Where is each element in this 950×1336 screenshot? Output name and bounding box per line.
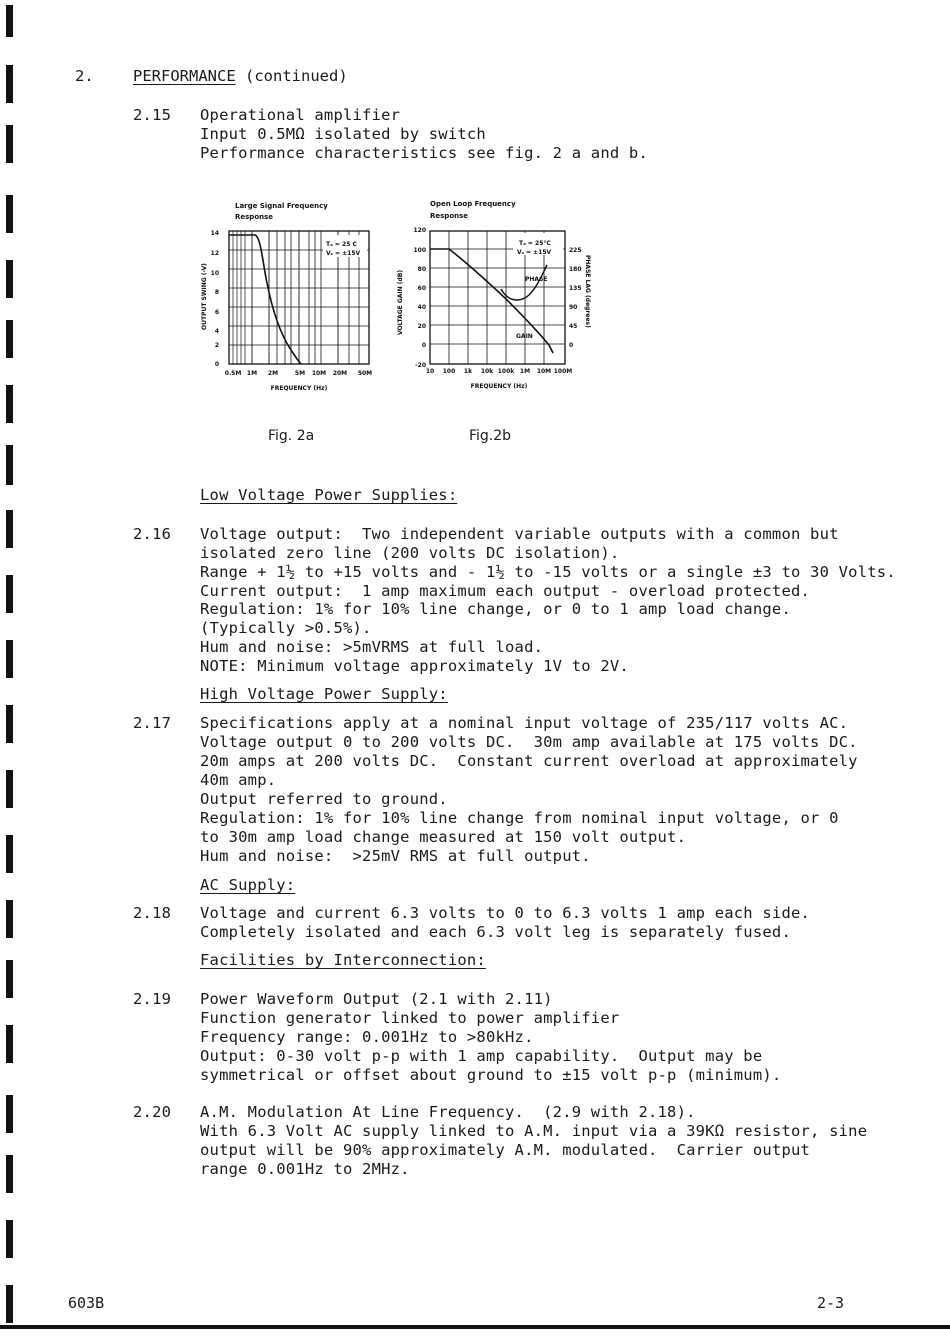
item-line: Input 0.5MΩ isolated by switch [200, 125, 486, 143]
item-line: to 30m amp load change measured at 150 volt output. [200, 828, 687, 846]
fig-b-title-1: Open Loop Frequency [430, 200, 516, 208]
xtick: 1M [519, 368, 531, 375]
binding-mark [6, 835, 13, 873]
section-number: 2. [75, 67, 94, 85]
fig-a-xlabel: FREQUENCY (Hz) [270, 385, 328, 392]
fig-a-yticks [211, 230, 219, 368]
item-line: Frequency range: 0.001Hz to >80kHz. [200, 1028, 534, 1046]
ytick: 8 [214, 289, 219, 296]
ytick: 100 [413, 247, 426, 254]
section-title [133, 67, 348, 86]
footer-model: 603B [68, 1294, 105, 1312]
fig-a-cond-2: Vₛ = ±15V [326, 250, 361, 257]
ytick: 60 [417, 285, 426, 292]
ytick: 2 [214, 342, 219, 349]
fig-b-gain-curve [430, 249, 553, 353]
fig-a-title-2: Response [235, 213, 274, 221]
fig-b-xlabel: FREQUENCY (Hz) [470, 383, 528, 390]
xtick: 0.5M [224, 370, 242, 377]
xtick: 1M [246, 370, 258, 377]
item-line: range 0.001Hz to 2MHz. [200, 1160, 410, 1178]
item-line: 20m amps at 200 volts DC. Constant current overload at approximately [200, 752, 858, 770]
item-line: Regulation: 1% for 10% line change, or 0 to 1 amp load change. [200, 600, 791, 618]
item-number: 2.19 [133, 990, 172, 1008]
binding-mark [6, 125, 13, 163]
binding-mark [6, 900, 13, 938]
binding-mark [6, 385, 13, 423]
ytick-right: 135 [569, 285, 582, 292]
figure-2b [393, 195, 613, 395]
ytick-right: 90 [569, 304, 578, 311]
item-line: NOTE: Minimum voltage approximately 1V to 2V. [200, 657, 629, 675]
item-line: A.M. Modulation At Line Frequency. (2.9 with 2.18). [200, 1103, 696, 1121]
binding-mark [6, 960, 13, 998]
fig-b-title-2: Response [430, 212, 469, 220]
ytick: 10 [210, 270, 219, 277]
fig-a-title-1: Large Signal Frequency [235, 202, 328, 210]
item-line: Output referred to ground. [200, 790, 448, 808]
ytick: -20 [415, 362, 426, 369]
binding-mark [6, 770, 13, 808]
binding-mark [6, 705, 13, 743]
fig-b-phase-label: PHASE [525, 276, 548, 283]
xtick: 2M [267, 370, 279, 377]
item-line: 40m amp. [200, 771, 277, 789]
item-line: With 6.3 Volt AC supply linked to A.M. input via a 39KΩ resistor, sine [200, 1122, 868, 1140]
fig-b-ylabel: VOLTAGE GAIN (dB) [397, 269, 404, 335]
item-line: Voltage output: Two independent variable outputs with a common but [200, 525, 839, 543]
xtick: 100k [497, 368, 515, 375]
xtick: 100 [442, 368, 456, 375]
item-line: Function generator linked to power amplifier [200, 1009, 620, 1027]
xtick: 100M [553, 368, 573, 375]
ytick-right: 45 [569, 323, 578, 330]
ytick: 20 [417, 323, 426, 330]
xtick: 1k [463, 368, 473, 375]
ytick: 120 [413, 227, 426, 234]
fig-b-ylabel-right: PHASE LAG (degrees) [584, 255, 591, 328]
binding-mark [6, 1285, 13, 1323]
page-bottom-rule [0, 1325, 950, 1329]
heading-low-voltage: Low Voltage Power Supplies: [200, 486, 458, 504]
item-number: 2.20 [133, 1103, 172, 1121]
fig-a-xticks [225, 370, 372, 377]
binding-mark [6, 575, 13, 613]
item-line: symmetrical or offset about ground to ±15 volt p-p (minimum). [200, 1066, 782, 1084]
xtick: 20M [332, 370, 348, 377]
section-title-text: PERFORMANCE [133, 67, 236, 85]
ytick: 14 [210, 230, 219, 237]
ytick: 40 [417, 304, 426, 311]
binding-mark [6, 445, 13, 485]
item-line: (Typically >0.5%). [200, 619, 372, 637]
xtick: 10M [536, 368, 552, 375]
ytick: 4 [214, 328, 219, 335]
xtick: 50M [357, 370, 373, 377]
fig-b-caption: Fig.2b [469, 428, 512, 444]
xtick: 10M [311, 370, 327, 377]
figure-2a [195, 195, 385, 395]
heading-facilities: Facilities by Interconnection: [200, 951, 486, 969]
item-number: 2.15 [133, 106, 172, 124]
binding-mark [6, 1025, 13, 1063]
item-line: Specifications apply at a nominal input voltage of 235/117 volts AC. [200, 714, 849, 732]
item-line: Operational amplifier [200, 106, 401, 124]
xtick: 10k [480, 368, 494, 375]
fig-a-caption: Fig. 2a [268, 428, 315, 444]
ytick-right: 0 [569, 342, 574, 349]
binding-mark [6, 65, 13, 103]
ytick: 80 [417, 266, 426, 273]
xtick: 10 [425, 368, 435, 375]
item-number: 2.16 [133, 525, 172, 543]
item-line: Range + 1½ to +15 volts and - 1½ to -15 volts or a single ±3 to 30 Volts. [200, 563, 896, 581]
ytick: 0 [214, 361, 219, 368]
binding-mark [6, 260, 13, 298]
ytick-right: 225 [569, 247, 582, 254]
item-line: Completely isolated and each 6.3 volt leg is separately fused. [200, 923, 791, 941]
section-title-suffix: (continued) [245, 67, 348, 85]
fig-b-cond-1: Tₐ = 25°C [519, 240, 551, 247]
item-line: Output: 0-30 volt p-p with 1 amp capability. Output may be [200, 1047, 763, 1065]
binding-mark [6, 320, 13, 358]
binding-mark [6, 195, 13, 233]
binding-mark [6, 1155, 13, 1193]
item-line: isolated zero line (200 volts DC isolation). [200, 544, 620, 562]
footer-page-number: 2-3 [817, 1294, 845, 1312]
item-line: Performance characteristics see fig. 2 a and b. [200, 144, 648, 162]
binding-mark [6, 5, 13, 37]
fig-b-xticks [426, 368, 572, 375]
ytick: 12 [210, 250, 219, 257]
binding-mark [6, 640, 13, 678]
heading-high-voltage: High Voltage Power Supply: [200, 685, 448, 703]
item-line: output will be 90% approximately A.M. modulated. Carrier output [200, 1141, 811, 1159]
fig-a-cond-1: Tₐ = 25 C [326, 241, 357, 248]
item-line: Regulation: 1% for 10% line change from nominal input voltage, or 0 [200, 809, 839, 827]
item-line: Voltage output 0 to 200 volts DC. 30m amp available at 175 volts DC. [200, 733, 858, 751]
item-number: 2.18 [133, 904, 172, 922]
binding-mark [6, 1220, 13, 1258]
ytick-right: 180 [569, 266, 582, 273]
item-line: Hum and noise: >5mVRMS at full load. [200, 638, 544, 656]
binding-mark [6, 1095, 13, 1133]
fig-b-yticks [413, 227, 426, 369]
item-line: Hum and noise: >25mV RMS at full output. [200, 847, 591, 865]
fig-b-gain-label: GAIN [516, 333, 533, 340]
xtick: 5M [294, 370, 306, 377]
fig-a-ylabel: OUTPUT SWING (-V) [201, 263, 208, 330]
heading-ac-supply: AC Supply: [200, 876, 296, 894]
ytick: 6 [214, 309, 219, 316]
item-number: 2.17 [133, 714, 172, 732]
binding-mark [6, 510, 13, 548]
item-line: Current output: 1 amp maximum each output - overload protected. [200, 582, 811, 600]
item-line: Power Waveform Output (2.1 with 2.11) [200, 990, 553, 1008]
ytick: 0 [421, 342, 426, 349]
fig-b-cond-2: Vₛ = ±15V [517, 249, 552, 256]
fig-b-yticks-right [569, 247, 582, 349]
item-line: Voltage and current 6.3 volts to 0 to 6.3 volts 1 amp each side. [200, 904, 811, 922]
